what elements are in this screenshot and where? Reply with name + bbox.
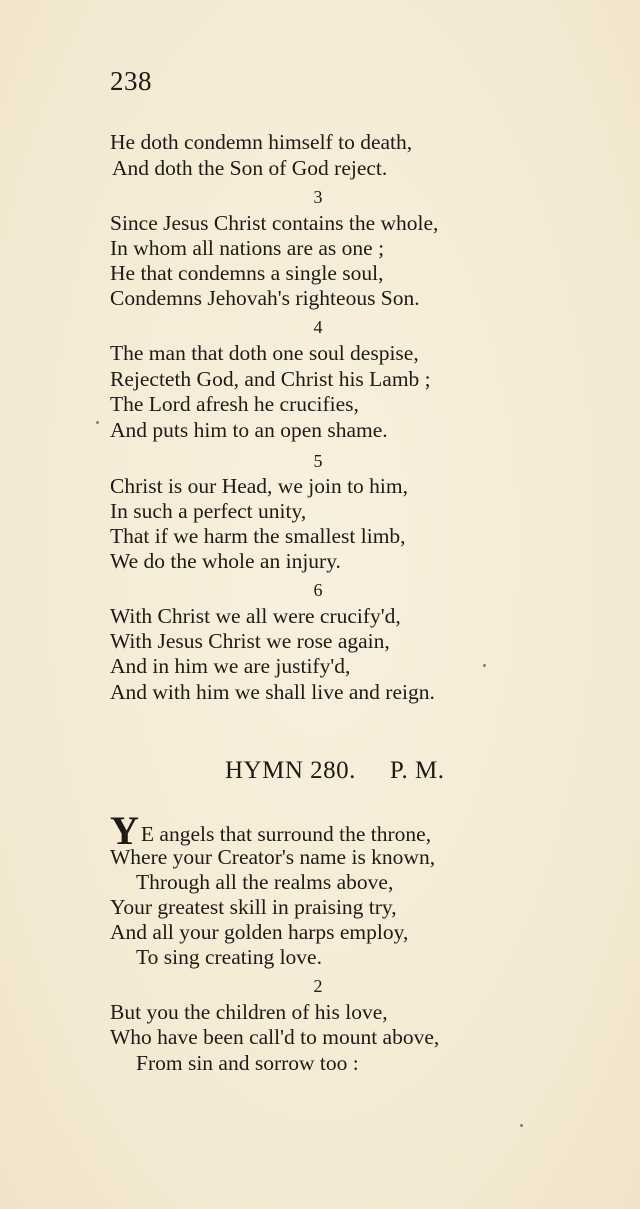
verse-number: 5 xyxy=(313,451,323,471)
verse-number: 6 xyxy=(313,580,323,600)
verse-line: Since Jesus Christ contains the whole, xyxy=(110,211,439,235)
verse-line: We do the whole an injury. xyxy=(110,549,341,573)
hymn-line: But you the children of his love, xyxy=(110,1000,388,1024)
paper-speck xyxy=(483,664,486,667)
verse-number: 4 xyxy=(313,317,323,337)
verse-number: 2 xyxy=(313,976,323,996)
first-line-text: E angels that surround the throne, xyxy=(140,822,432,846)
verse-line: The Lord afresh he crucifies, xyxy=(110,392,359,416)
hymn-line: From sin and sorrow too : xyxy=(136,1051,359,1075)
verse-line: That if we harm the smallest limb, xyxy=(110,524,406,548)
verse-line: Rejecteth God, and Christ his Lamb ; xyxy=(110,367,431,391)
hymn-line: Where your Creator's name is known, xyxy=(110,845,436,869)
verse-line: And doth the Son of God reject. xyxy=(112,156,388,180)
hymn-title: HYMN 280. xyxy=(225,757,356,784)
verse-line: He that condemns a single soul, xyxy=(110,261,384,285)
verse-number: 3 xyxy=(313,187,323,207)
hymn-meter: P. M. xyxy=(389,757,445,784)
verse-line: And with him we shall live and reign. xyxy=(110,680,435,704)
hymn-line: And all your golden harps employ, xyxy=(110,920,409,944)
verse-line: And in him we are justify'd, xyxy=(110,654,351,678)
hymn-first-line xyxy=(110,808,432,853)
verse-line: And puts him to an open shame. xyxy=(110,418,388,442)
paper-speck xyxy=(520,1124,523,1127)
verse-line: The man that doth one soul despise, xyxy=(110,341,419,365)
verse-line: He doth condemn himself to death, xyxy=(110,130,413,154)
verse-line: With Christ we all were crucify'd, xyxy=(110,604,401,628)
page-number: 238 xyxy=(110,66,152,96)
verse-line: In whom all nations are as one ; xyxy=(110,236,385,260)
hymn-line: Your greatest skill in praising try, xyxy=(110,895,397,919)
paper-speck xyxy=(96,421,99,424)
hymn-line: To sing creating love. xyxy=(136,945,322,969)
verse-line: Condemns Jehovah's righteous Son. xyxy=(110,286,420,310)
verse-line: With Jesus Christ we rose again, xyxy=(110,629,390,653)
hymn-line: Through all the realms above, xyxy=(136,870,394,894)
verse-line: In such a perfect unity, xyxy=(110,499,307,523)
hymn-line: Who have been call'd to mount above, xyxy=(110,1025,440,1049)
drop-cap: Y xyxy=(110,808,139,853)
hymn-heading xyxy=(225,757,445,785)
verse-line: Christ is our Head, we join to him, xyxy=(110,474,408,498)
